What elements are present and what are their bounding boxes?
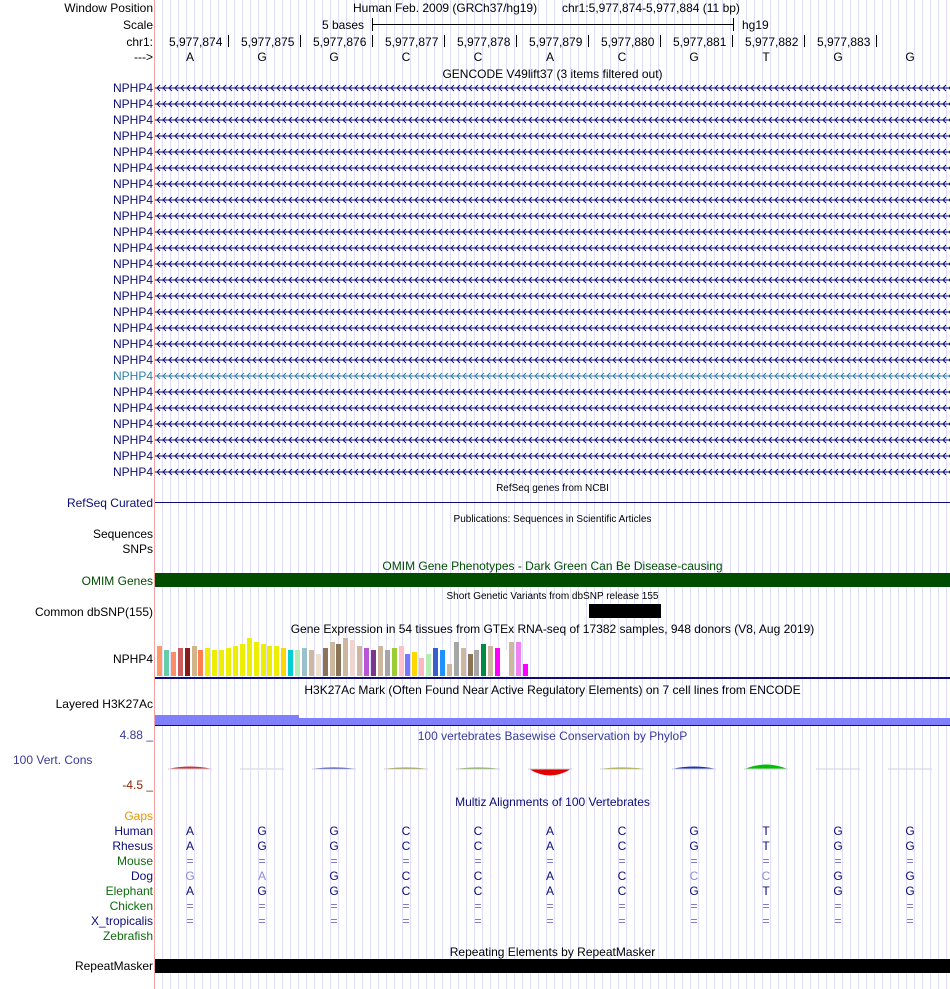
coordinate-tick (228, 35, 229, 47)
coordinate-label: 5,977,875 (241, 35, 295, 49)
alignment-base: C (401, 839, 411, 853)
gtex-tissue-bar[interactable] (323, 648, 328, 676)
gtex-tissue-bar[interactable] (419, 658, 424, 676)
gencode-gene-label[interactable]: NPHP4 (112, 353, 153, 367)
gencode-gene-label[interactable]: NPHP4 (112, 81, 153, 95)
gencode-transcript[interactable] (155, 97, 950, 111)
gtex-title: Gene Expression in 54 tissues from GTEx RNA-seq of 17382 samples, 948 donors (V8, Aug 2019) (290, 622, 815, 636)
gencode-transcript[interactable] (155, 305, 950, 319)
gencode-gene-label[interactable]: NPHP4 (112, 417, 153, 431)
gtex-tissue-bar[interactable] (523, 664, 528, 676)
h3k27ac-label[interactable]: Layered H3K27Ac (55, 697, 153, 711)
species-label[interactable]: X_tropicalis (90, 914, 153, 928)
gtex-tissue-bar[interactable] (378, 646, 383, 676)
dbsnp-label[interactable]: Common dbSNP(155) (34, 605, 153, 619)
phylop-score-mark (746, 765, 786, 769)
gtex-tissue-bar[interactable] (233, 646, 238, 676)
species-label[interactable]: Human (114, 824, 153, 838)
gtex-tissue-bar[interactable] (468, 654, 473, 676)
transcript-arrows (155, 129, 950, 143)
gtex-tissue-bar[interactable] (219, 650, 224, 676)
gencode-transcript[interactable] (155, 145, 950, 159)
alignment-base: = (186, 899, 194, 913)
alignment-base: = (402, 854, 410, 868)
gtex-tissue-bar[interactable] (185, 648, 190, 676)
base-letter: A (545, 50, 554, 64)
coordinate-tick (804, 35, 805, 47)
alignment-base: = (834, 899, 842, 913)
gencode-transcript[interactable] (155, 401, 950, 415)
coordinate-tick (444, 35, 445, 47)
multiz-title: Multiz Alignments of 100 Vertebrates (455, 795, 650, 809)
gencode-transcript[interactable] (155, 161, 950, 175)
alignment-base: C (401, 824, 411, 838)
alignment-base: C (473, 839, 483, 853)
coordinate-label: 5,977,879 (529, 35, 583, 49)
transcript-arrows (155, 257, 950, 271)
transcript-arrows (155, 337, 950, 351)
alignment-base: G (689, 824, 699, 838)
coordinate-tick (732, 35, 733, 47)
alignment-base: = (546, 914, 554, 928)
alignment-base: T (762, 884, 770, 898)
gtex-tissue-bar[interactable] (371, 650, 376, 676)
snps-label[interactable]: SNPs (122, 542, 153, 556)
alignment-base: A (545, 839, 554, 853)
h3k27ac-peak[interactable] (155, 715, 299, 725)
gtex-tissue-bar[interactable] (261, 644, 266, 676)
gencode-transcript[interactable] (155, 273, 950, 287)
gencode-gene-label[interactable]: NPHP4 (112, 369, 153, 383)
gencode-transcript[interactable] (155, 337, 950, 351)
transcript-arrows (155, 401, 950, 415)
base-letter: C (473, 50, 483, 64)
gencode-gene-label[interactable]: NPHP4 (112, 273, 153, 287)
gtex-tissue-bar[interactable] (205, 648, 210, 676)
transcript-arrows (155, 433, 950, 447)
alignment-base: = (402, 914, 410, 928)
transcript-arrows (155, 81, 950, 95)
gtex-tissue-bar[interactable] (212, 650, 217, 676)
alignment-base: = (618, 899, 626, 913)
gencode-transcript[interactable] (155, 385, 950, 399)
sequences-label[interactable]: Sequences (92, 527, 153, 541)
phylop-label[interactable]: 100 Vert. Cons (13, 753, 93, 767)
gencode-transcript[interactable] (155, 289, 950, 303)
alignment-base: C (617, 824, 627, 838)
gtex-tissue-bar[interactable] (281, 648, 286, 676)
alignment-base: C (473, 884, 483, 898)
alignment-base: G (329, 824, 339, 838)
scale-bar (372, 18, 734, 32)
h3k27ac-baseline (155, 725, 950, 726)
gtex-tissue-bar[interactable] (336, 644, 341, 676)
gencode-gene-label[interactable]: NPHP4 (112, 401, 153, 415)
alignment-base: G (329, 884, 339, 898)
alignment-base: = (618, 914, 626, 928)
gencode-transcript[interactable] (155, 433, 950, 447)
dbsnp-variant[interactable] (589, 604, 661, 618)
gtex-tissue-bar[interactable] (481, 644, 486, 676)
gencode-gene-label[interactable]: NPHP4 (112, 305, 153, 319)
db-text: hg19 (742, 18, 769, 32)
alignment-base: = (762, 854, 770, 868)
gencode-gene-label[interactable]: NPHP4 (112, 241, 153, 255)
alignment-base: G (833, 824, 843, 838)
gencode-gene-label[interactable]: NPHP4 (112, 337, 153, 351)
gtex-tissue-bar[interactable] (488, 646, 493, 676)
alignment-base: G (833, 839, 843, 853)
alignment-base: C (617, 839, 627, 853)
gtex-baseline (155, 677, 950, 679)
coordinate-label: 5,977,877 (385, 35, 439, 49)
coordinate-tick (300, 35, 301, 47)
gtex-tissue-bar[interactable] (254, 642, 259, 676)
transcript-arrows (155, 369, 950, 383)
omim-label[interactable]: OMIM Genes (81, 574, 153, 588)
gtex-tissue-bar[interactable] (392, 648, 397, 676)
phylop-chart[interactable] (155, 744, 950, 794)
repeatmasker-label[interactable]: RepeatMasker (74, 959, 153, 973)
gtex-tissue-bar[interactable] (178, 648, 183, 676)
alignment-base: G (905, 824, 915, 838)
alignment-base: = (690, 854, 698, 868)
alignment-base: = (186, 854, 194, 868)
gtex-tissue-bar[interactable] (288, 650, 293, 676)
alignment-base: = (546, 854, 554, 868)
gtex-tissue-bar[interactable] (330, 642, 335, 676)
base-letter: T (762, 50, 770, 64)
gtex-tissue-bar[interactable] (343, 638, 348, 676)
species-label[interactable]: Zebrafish (102, 929, 153, 943)
gencode-transcript[interactable] (155, 449, 950, 463)
alignment-base: A (185, 839, 194, 853)
alignment-base: A (545, 869, 554, 883)
track-area[interactable] (155, 0, 950, 989)
alignment-base: = (762, 899, 770, 913)
repeatmasker-bar[interactable] (155, 959, 950, 973)
gtex-tissue-bar[interactable] (302, 648, 307, 676)
gencode-transcript[interactable] (155, 81, 950, 95)
gencode-gene-label[interactable]: NPHP4 (112, 161, 153, 175)
gtex-gene-label[interactable]: NPHP4 (112, 652, 153, 666)
alignment-base: = (258, 899, 266, 913)
alignment-base: = (906, 854, 914, 868)
transcript-arrows (155, 97, 950, 111)
alignment-base: C (617, 869, 627, 883)
species-label[interactable]: Dog (130, 869, 153, 883)
gencode-transcript[interactable] (155, 129, 950, 143)
alignment-base: = (258, 854, 266, 868)
species-label[interactable]: Chicken (109, 899, 153, 913)
alignment-base: = (546, 899, 554, 913)
base-letter: G (329, 50, 339, 64)
alignment-base: A (545, 824, 554, 838)
gtex-tissue-bar[interactable] (226, 648, 231, 676)
repeatmasker-title: Repeating Elements by RepeatMasker (449, 945, 656, 959)
gtex-tissue-bar[interactable] (316, 654, 321, 676)
coordinate-label: 5,977,883 (817, 35, 871, 49)
publications-title: Publications: Sequences in Scientific Articles (453, 514, 652, 525)
transcript-arrows (155, 417, 950, 431)
alignment-base: G (257, 839, 267, 853)
coordinate-tick (372, 35, 373, 47)
alignment-base: = (186, 914, 194, 928)
coordinate-tick (876, 35, 877, 47)
base-letter: G (689, 50, 699, 64)
transcript-arrows (155, 177, 950, 191)
gtex-tissue-bar[interactable] (516, 642, 521, 676)
gencode-gene-label[interactable]: NPHP4 (112, 465, 153, 479)
refseq-label[interactable]: RefSeq Curated (66, 496, 153, 510)
gencode-transcript[interactable] (155, 321, 950, 335)
alignment-base: = (906, 914, 914, 928)
gtex-tissue-bar[interactable] (502, 650, 507, 676)
gencode-gene-label[interactable]: NPHP4 (112, 385, 153, 399)
gencode-gene-label[interactable]: NPHP4 (112, 289, 153, 303)
alignment-base: C (401, 884, 411, 898)
alignment-base: G (257, 824, 267, 838)
gtex-tissue-bar[interactable] (357, 646, 362, 676)
gtex-tissue-bar[interactable] (461, 648, 466, 676)
transcript-arrows (155, 113, 950, 127)
alignment-base: = (330, 854, 338, 868)
alignment-base: G (905, 884, 915, 898)
base-letter: G (833, 50, 843, 64)
gtex-tissue-bar[interactable] (426, 654, 431, 676)
gtex-tissue-bar[interactable] (171, 652, 176, 676)
gtex-tissue-bar[interactable] (247, 638, 252, 676)
gtex-tissue-bar[interactable] (440, 650, 445, 676)
gtex-tissue-bar[interactable] (274, 646, 279, 676)
alignment-base: C (473, 869, 483, 883)
gencode-transcript[interactable] (155, 113, 950, 127)
alignment-base: G (185, 869, 195, 883)
alignment-base: = (330, 914, 338, 928)
gtex-tissue-bar[interactable] (198, 650, 203, 676)
gencode-transcript[interactable] (155, 353, 950, 367)
alignment-base: G (689, 884, 699, 898)
gencode-gene-label[interactable]: NPHP4 (112, 145, 153, 159)
alignment-base: = (834, 854, 842, 868)
coordinate-tick (660, 35, 661, 47)
transcript-arrows (155, 465, 950, 479)
position-text: chr1:5,977,874-5,977,884 (11 bp) (562, 1, 740, 15)
gencode-transcript[interactable] (155, 177, 950, 191)
scale-text: 5 bases (322, 18, 365, 32)
gencode-gene-label[interactable]: NPHP4 (112, 97, 153, 111)
alignment-base: = (906, 899, 914, 913)
gtex-tissue-bar[interactable] (447, 664, 452, 676)
h3k27ac-signal[interactable] (299, 718, 950, 725)
gtex-chart[interactable] (155, 636, 555, 676)
phylop-min-label: -4.5 _ (122, 778, 153, 792)
alignment-base: G (257, 884, 267, 898)
alignment-base: G (329, 869, 339, 883)
transcript-arrows (155, 193, 950, 207)
transcript-arrows (155, 289, 950, 303)
gtex-tissue-bar[interactable] (240, 644, 245, 676)
coordinate-tick (516, 35, 517, 47)
transcript-arrows (155, 145, 950, 159)
alignment-base: = (330, 899, 338, 913)
base-letter: C (401, 50, 411, 64)
chr-label: chr1: (126, 35, 153, 49)
gtex-tissue-bar[interactable] (433, 648, 438, 676)
alignment-base: T (762, 824, 770, 838)
alignment-base: = (474, 914, 482, 928)
coordinate-tick (588, 35, 589, 47)
base-letter: G (905, 50, 915, 64)
gencode-transcript[interactable] (155, 417, 950, 431)
gencode-gene-label[interactable]: NPHP4 (112, 225, 153, 239)
alignment-base: A (257, 869, 266, 883)
gaps-label: Gaps (124, 809, 153, 823)
transcript-arrows (155, 305, 950, 319)
gtex-tissue-bar[interactable] (295, 650, 300, 676)
transcript-arrows (155, 273, 950, 287)
coordinate-label: 5,977,882 (745, 35, 799, 49)
gencode-gene-label[interactable]: NPHP4 (112, 129, 153, 143)
coordinate-label: 5,977,881 (673, 35, 727, 49)
gtex-tissue-bar[interactable] (412, 652, 417, 676)
coordinate-label: 5,977,874 (169, 35, 223, 49)
transcript-arrows (155, 385, 950, 399)
coordinate-label: 5,977,880 (601, 35, 655, 49)
strand-label: ---> (134, 50, 153, 64)
gencode-gene-label[interactable]: NPHP4 (112, 257, 153, 271)
gencode-transcript[interactable] (155, 225, 950, 239)
alignment-base: T (762, 839, 770, 853)
gtex-tissue-bar[interactable] (385, 650, 390, 676)
refseq-line[interactable] (155, 502, 950, 503)
gencode-transcript[interactable] (155, 241, 950, 255)
gtex-tissue-bar[interactable] (157, 646, 162, 676)
alignment-base: = (474, 854, 482, 868)
gencode-gene-label[interactable]: NPHP4 (112, 193, 153, 207)
scale-label: Scale (122, 18, 153, 32)
assembly-text: Human Feb. 2009 (GRCh37/hg19) (353, 1, 538, 15)
gtex-tissue-bar[interactable] (405, 654, 410, 676)
gtex-tissue-bar[interactable] (164, 650, 169, 676)
alignment-base: G (329, 839, 339, 853)
alignment-base: G (833, 884, 843, 898)
transcript-arrows (155, 321, 950, 335)
window-position-label: Window Position (64, 1, 153, 15)
transcript-arrows (155, 241, 950, 255)
alignment-base: = (762, 914, 770, 928)
gtex-tissue-bar[interactable] (309, 650, 314, 676)
alignment-base: G (689, 839, 699, 853)
gencode-gene-label[interactable]: NPHP4 (112, 113, 153, 127)
transcript-arrows (155, 161, 950, 175)
alignment-base: = (258, 914, 266, 928)
gtex-tissue-bar[interactable] (474, 650, 479, 676)
transcript-arrows (155, 225, 950, 239)
gencode-transcript[interactable] (155, 209, 950, 223)
gtex-tissue-bar[interactable] (192, 646, 197, 676)
phylop-score-mark (530, 769, 570, 775)
gtex-tissue-bar[interactable] (495, 648, 500, 676)
phylop-max-label: 4.88 _ (119, 728, 153, 742)
alignment-base: C (689, 869, 699, 883)
transcript-arrows (155, 449, 950, 463)
gtex-tissue-bar[interactable] (350, 640, 355, 676)
gencode-gene-label[interactable]: NPHP4 (112, 209, 153, 223)
refseq-title: RefSeq genes from NCBI (496, 483, 609, 494)
base-letter: C (617, 50, 627, 64)
alignment-base: = (690, 914, 698, 928)
alignment-base: = (474, 899, 482, 913)
gencode-gene-label[interactable]: NPHP4 (112, 433, 153, 447)
transcript-arrows (155, 353, 950, 367)
gencode-title: GENCODE V49lift37 (3 items filtered out) (442, 67, 663, 81)
alignment-base: G (905, 869, 915, 883)
alignment-base: C (401, 869, 411, 883)
gencode-transcript[interactable] (155, 369, 950, 383)
alignment-base: A (185, 884, 194, 898)
omim-title: OMIM Gene Phenotypes - Dark Green Can Be Disease-causing (382, 559, 723, 573)
alignment-base: A (545, 884, 554, 898)
species-label[interactable]: Rhesus (112, 839, 153, 853)
alignment-base: = (618, 854, 626, 868)
alignment-base: = (402, 899, 410, 913)
gtex-tissue-bar[interactable] (267, 646, 272, 676)
base-letter: A (185, 50, 194, 64)
coordinate-label: 5,977,878 (457, 35, 511, 49)
omim-bar[interactable] (155, 573, 950, 587)
base-letter: G (257, 50, 267, 64)
alignment-base: = (834, 914, 842, 928)
alignment-base: C (761, 869, 771, 883)
h3k27ac-title: H3K27Ac Mark (Often Found Near Active Regulatory Elements) on 7 cell lines from ENCODE (304, 683, 801, 697)
transcript-arrows (155, 209, 950, 223)
gencode-transcript[interactable] (155, 257, 950, 271)
gencode-gene-label[interactable]: NPHP4 (112, 177, 153, 191)
gencode-transcript[interactable] (155, 465, 950, 479)
dbsnp-title: Short Genetic Variants from dbSNP release 155 (446, 591, 659, 602)
alignment-base: A (185, 824, 194, 838)
species-label[interactable]: Elephant (105, 884, 153, 898)
alignment-base: C (473, 824, 483, 838)
gtex-tissue-bar[interactable] (454, 642, 459, 676)
gtex-tissue-bar[interactable] (364, 648, 369, 676)
alignment-base: G (833, 869, 843, 883)
gencode-gene-label[interactable]: NPHP4 (112, 321, 153, 335)
gtex-tissue-bar[interactable] (509, 642, 514, 676)
gencode-gene-label[interactable]: NPHP4 (112, 449, 153, 463)
phylop-title: 100 vertebrates Basewise Conservation by PhyloP (417, 729, 688, 743)
coordinate-label: 5,977,876 (313, 35, 367, 49)
alignment-base: = (690, 899, 698, 913)
alignment-base: G (905, 839, 915, 853)
gencode-transcript[interactable] (155, 193, 950, 207)
gtex-tissue-bar[interactable] (399, 646, 404, 676)
species-label[interactable]: Mouse (116, 854, 153, 868)
alignment-base: C (617, 884, 627, 898)
